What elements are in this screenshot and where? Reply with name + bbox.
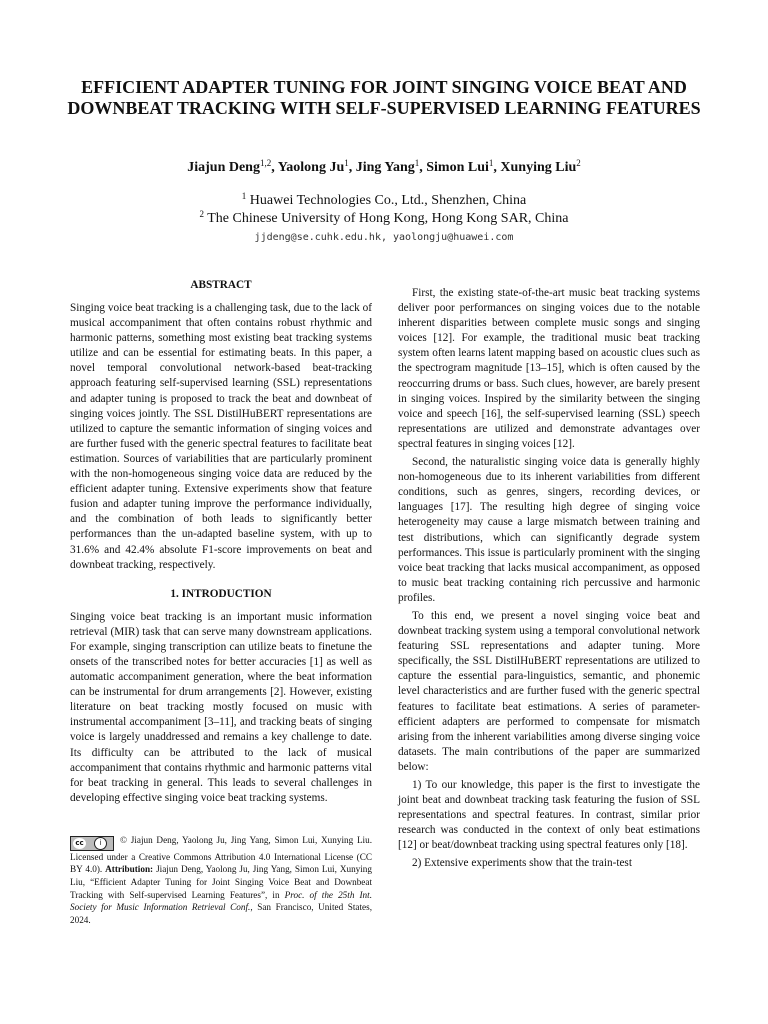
affiliation-2: $^2$ The Chinese University of Hong Kong, Hong Kong SAR, China bbox=[199, 209, 569, 226]
venue-location: , San Francisco, United States, 2024. bbox=[70, 902, 373, 925]
affiliation-1: $^1$ Huawei Technologies Co., Ltd., Shenzhen, China bbox=[241, 191, 527, 208]
author: Xunying Liu$^2$ bbox=[500, 158, 581, 175]
contribution-2: 2) Extensive experiments show that the train-test bbox=[412, 857, 632, 870]
paper-title: EFFICIENT ADAPTER TUNING FOR JOINT SINGING VOICE BEAT AND DOWNBEAT TRACKING WITH SELF-SUPERVISED LEARNING FEATURES bbox=[67, 77, 701, 118]
intro-paragraph-2: First, the existing state-of-the-art music beat tracking systems deliver poor performances on singing voices due to the notable inherent disparities between complete music songs and singing voices [12]. For example, the traditional music beat tracking system often learns latent mapping based on acoustic clues such as the spectrogram magnitude [13–15], which is often caused by the reoccurring drums or bass. Such clues, however, are barely present in singing voices. Inspired by the similarity between the singing voice and speech [16], the self-supervised learning (SSL) speech representations are utilized and demonstrate advantages over spectral features in singing voices [12]. bbox=[398, 287, 700, 450]
attribution-icon: i bbox=[94, 837, 107, 850]
attribution-text: Jiajun Deng, Yaolong Ju, Jing Yang, Simon Lui, Xunying Liu, “Efficient Adapter Tuning for Joint Singing Voice Beat and Downbeat Tracking with Self-supervised Learning Features”, in bbox=[70, 864, 372, 900]
contribution-1: 1) To our knowledge, this paper is the first to investigate the joint beat and downbeat tracking task featuring the fusion of SSL representations and spectral features. In contrast, similar prior research was conducted in the context of only beat estimations [12] or beat/downbeat tracking using spectral features only [18]. bbox=[398, 779, 700, 852]
license-footnote bbox=[70, 834, 372, 926]
creative-commons-icon: cc bbox=[73, 838, 86, 849]
intro-paragraph-4: To this end, we present a novel singing voice beat and downbeat tracking system using a temporal convolutional network featuring SSL representations and adapter tuning. More specifically, the SSL DistilHuBERT representations are utilized to capture the essential para-linguistics, semantic, and phonemic level characteristics and are further fused with the generic spectral features to facilitate beat estimations. A series of parameter-efficient adapters are performed to compensate for mismatch arising from the inherent variabilities among diverse singing voice datasets. The main contributions of the paper are summarized below: bbox=[398, 609, 700, 773]
attribution-label: Attribution: bbox=[105, 864, 154, 875]
abstract-text: Singing voice beat tracking is a challenging task, due to the lack of musical accompaniment that often contains robust rhythmic and harmonic patterns, something most existing beat tracking systems utilize and can be essential for estimating beats. In this paper, a novel temporal convolutional network-based beat-tracking approach featuring self-supervised learning (SSL) representations and adapter tuning is proposed to track the beat and downbeat of singing voices jointly. The SSL DistilHuBERT representations are utilized to capture the semantic information of singing voices and are further fused with the generic spectral features to facilitate beat estimation. Sources of variabilities that are particularly prominent with the non-homogeneous singing voice data are reduced by the efficient adapter tuning. Extensive experiments show that feature fusion and adapter tuning improve the performance individually, and the combination of both leads to significantly better performances than the un-adapted baseline system, with up to 31.6% and 42.4% absolute F1-score improvements on beat and downbeat tracking, respectively. bbox=[70, 302, 372, 571]
author-list bbox=[60, 159, 708, 177]
intro-paragraph-3: Second, the naturalistic singing voice data is generally highly non-homogeneous due to its inherent variabilities from different conditions, such as genres, singers, recording devices, or languages [17]. The resulting high degree of singing voice heterogeneity may cause a large mismatch between training and test distributions, which can significantly degrade system performances. This issue is particularly prominent with the singing voice beat tracking that lacks musical accompaniment, as opposed to music beat tracking containing rich percussive and harmonic profiles. bbox=[398, 456, 700, 604]
author: Jing Yang$^1$, bbox=[355, 158, 427, 175]
author: Simon Lui$^1$, bbox=[426, 158, 501, 175]
right-column bbox=[398, 283, 700, 872]
intro-paragraph-1: Singing voice beat tracking is an important music information retrieval (MIR) task that can serve many downstream applications. For example, singing transcription can utilize beats to finetune the onsets of the transcribed notes for better accuracies [1] as well as automatic accompaniment generation, where the beat information can be instrumental for drum arrangements [2]. However, existing literature on beat tracking mostly focused on music with instrumental accompaniment [3–11], and tracking beats of singing voice is largely unaddressed and remains a key challenge to date. Its difficulty can be attributed to the lack of musical accompaniment that contains rhythmic and harmonic patterns vital for beat tracking in general. This leads to several challenges in developing effective singing voice beat tracking systems. bbox=[70, 610, 372, 804]
cc-by-badge bbox=[70, 836, 114, 851]
copyright-notice: © Jiajun Deng, Yaolong Ju, Jing Yang, Simon Lui, Xunying Liu. Licensed under a Creative Commons Attribution 4.0 International License (CC BY 4.0). bbox=[70, 835, 372, 875]
author: Jiajun Deng$^{1,2}$, bbox=[187, 158, 278, 175]
left-column bbox=[70, 278, 372, 806]
author: Yaolong Ju$^1$, bbox=[277, 158, 356, 175]
abstract-heading: ABSTRACT bbox=[190, 279, 252, 291]
venue-name: Proc. of the 25th Int. Society for Music Information Retrieval Conf. bbox=[70, 889, 372, 913]
introduction-heading: 1. INTRODUCTION bbox=[170, 587, 272, 600]
author-emails: jjdeng@se.cuhk.edu.hk, yaolongju@huawei.com bbox=[254, 232, 514, 243]
